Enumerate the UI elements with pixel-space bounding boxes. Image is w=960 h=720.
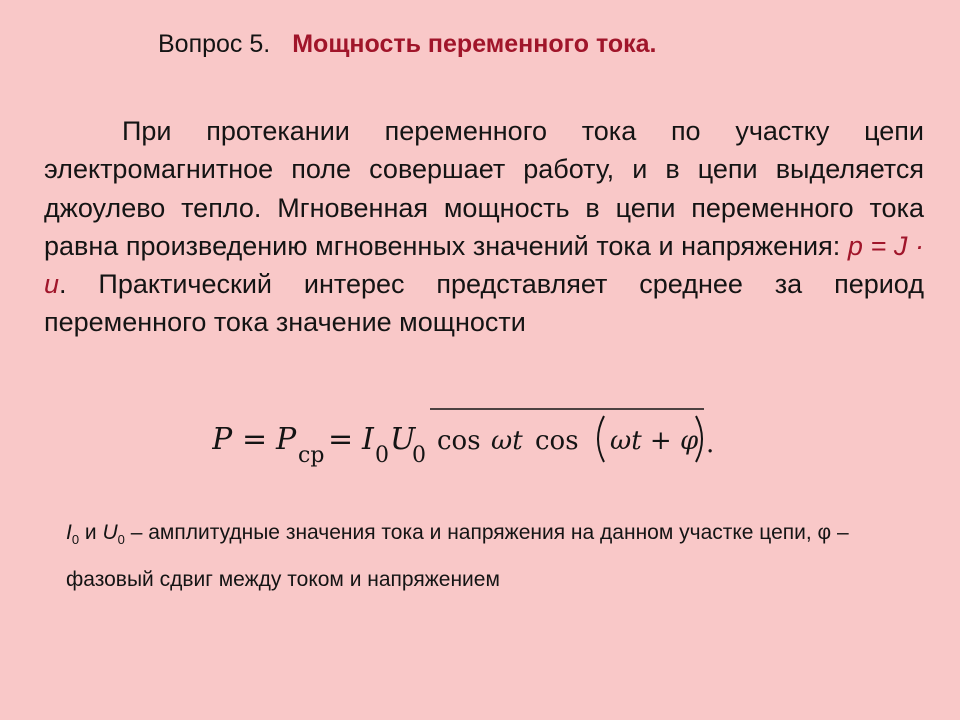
average-power-formula (212, 402, 742, 474)
note-text: – амплитудные значения тока и напряжения на данном участке цепи, φ – фазовый сдвиг между током и напряжением (66, 521, 849, 592)
formula-eq1: = (242, 422, 268, 457)
note-u-symbol: U (102, 521, 118, 544)
slide-title (158, 30, 657, 59)
formula-p: P (212, 422, 233, 457)
formula-arg2: ωt + φ (610, 426, 699, 456)
formula-i0: I (362, 422, 374, 457)
formula-u0: U (390, 422, 416, 457)
paragraph-text-after: . Практический интерес представляет среднее за период переменного тока значение мощности (44, 269, 924, 338)
formula-svg (212, 402, 742, 474)
formula-eq2: = (328, 422, 354, 457)
note-u-sub: 0 (117, 532, 125, 548)
instant-power-formula: p = J · u (44, 230, 925, 300)
main-paragraph (44, 112, 924, 342)
note-i0 (66, 521, 80, 548)
formula-period: . (706, 429, 715, 459)
formula-cos1: cos (437, 426, 481, 456)
variable-note (66, 513, 896, 600)
question-number: Вопрос 5. (158, 30, 271, 58)
formula-cos2: cos (535, 426, 579, 456)
note-i-sub: 0 (71, 532, 80, 548)
formula-arg1: ωt (491, 426, 523, 456)
note-u0 (102, 521, 125, 548)
paragraph-text-before: При протекании переменного тока по участку цепи электромагнитное поле совершает работу, и в цепи выделяется джоулево тепло. Мгновенная мощность в цепи переменного тока равна произведению мгновенных значений тока и напряжения: (44, 116, 924, 261)
formula-p-mean: P (276, 422, 297, 457)
question-topic: Мощность переменного тока. (292, 30, 657, 58)
note-i-symbol: I (66, 521, 72, 544)
note-and: и (79, 521, 103, 544)
formula-left-paren (598, 416, 604, 462)
formula-u0-sub: 0 (412, 443, 426, 468)
formula-i0-sub: 0 (375, 443, 389, 468)
formula-p-mean-sub: ср (298, 443, 325, 468)
